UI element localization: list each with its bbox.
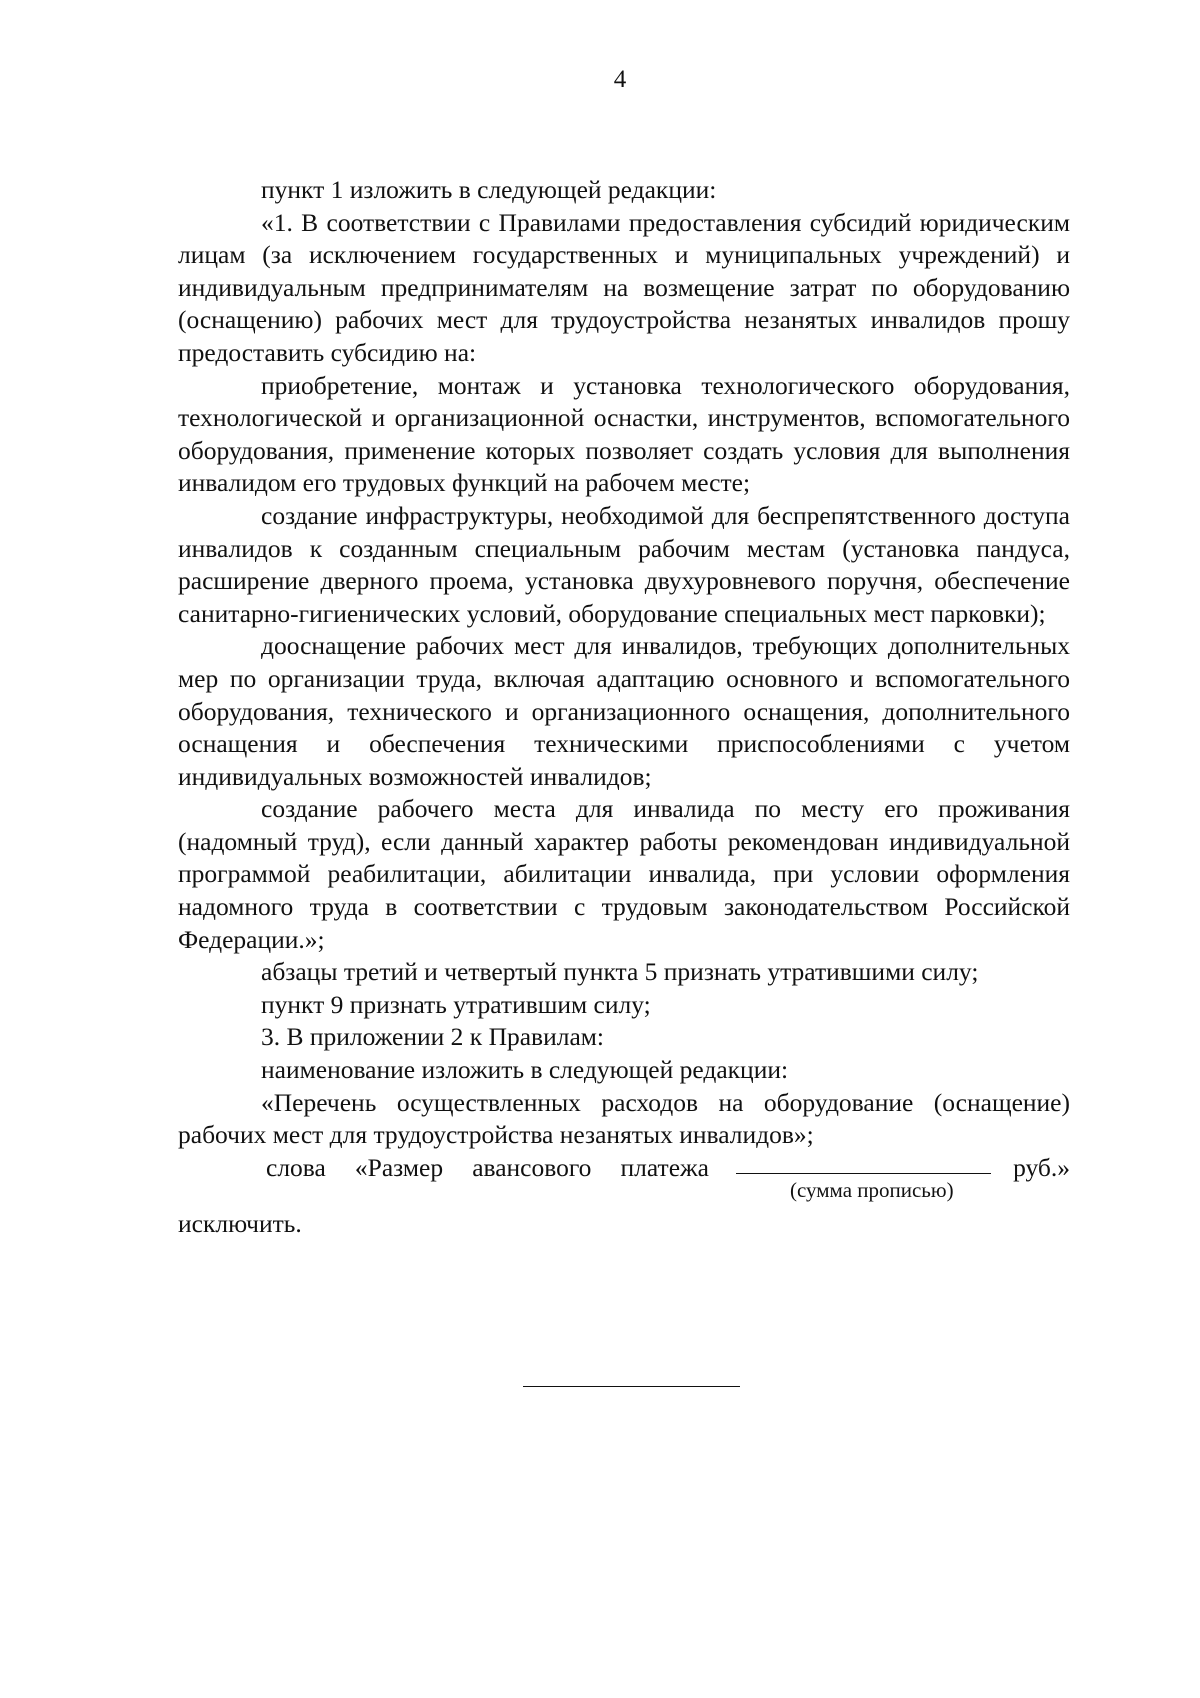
amount-caption: (сумма прописью) bbox=[790, 1178, 954, 1203]
word-slova: слова bbox=[266, 1152, 326, 1182]
paragraph-5: дооснащение рабочих мест для инвалидов, требующих дополнительных мер по организации труда, включая адаптацию основного и вспомогательного оборудования, технического и организационного оснащения, дополнительного оснащения и обеспечения техническими приспособлениями с учетом индивидуальных возможностей инвалидов; bbox=[178, 631, 1070, 791]
caption-row bbox=[178, 1178, 1070, 1208]
end-rule bbox=[523, 1386, 740, 1387]
paragraph-2: «1. В соответствии с Правилами предоставления субсидий юридическим лицам (за исключением государственных и муниципальных учреждений) и индивидуальным предпринимателям на возмещение затрат по оборудованию (оснащению) рабочих мест для трудоустройства незанятых инвалидов прошу предоставить субсидию на: bbox=[178, 207, 1070, 367]
word-platezha: платежа bbox=[620, 1152, 709, 1182]
paragraph-3: приобретение, монтаж и установка технологического оборудования, технологической и организационной оснастки, инструментов, вспомогательного оборудования, применение которых позволяет создать условия для выполнения инвалидом его трудовых функций на рабочем месте; bbox=[178, 370, 1070, 498]
paragraph-1: пункт 1 изложить в следующей редакции: bbox=[261, 175, 717, 204]
advance-payment-words bbox=[266, 1152, 709, 1185]
paragraph-8: пункт 9 признать утратившим силу; bbox=[261, 989, 651, 1019]
currency-unit: руб.» bbox=[1013, 1152, 1070, 1182]
closing-word: исключить. bbox=[178, 1209, 302, 1239]
page-number: 4 bbox=[613, 66, 627, 93]
paragraph-9: 3. В приложении 2 к Правилам: bbox=[261, 1022, 605, 1052]
word-razmer: «Размер bbox=[354, 1152, 444, 1182]
paragraph-6: создание рабочего места для инвалида по месту его проживания (надомный труд), если данный характер работы рекомендован индивидуальной программой реабилитации, абилитации инвалида, при условии оформления надомного труда в соответствии с трудовым законодательством Российской Федерации.»; bbox=[178, 794, 1070, 954]
amount-blank-line bbox=[736, 1173, 991, 1174]
paragraph-4: создание инфраструктуры, необходимой для беспрепятственного доступа инвалидов к созданным специальным рабочим местам (установка пандуса, расширение дверного проема, установка двухуровневого поручня, обеспечение санитарно-гигиенических условий, оборудование специальных мест парковки); bbox=[178, 500, 1070, 628]
paragraph-7: абзацы третий и четвертый пункта 5 признать утратившими силу; bbox=[261, 957, 979, 987]
paragraph-11: «Перечень осуществленных расходов на оборудование (оснащение) рабочих мест для трудоустройства незанятых инвалидов»; bbox=[178, 1087, 1070, 1150]
document-body bbox=[178, 174, 1070, 1241]
word-avansovogo: авансового bbox=[472, 1152, 592, 1182]
paragraph-10: наименование изложить в следующей редакции: bbox=[261, 1055, 789, 1085]
